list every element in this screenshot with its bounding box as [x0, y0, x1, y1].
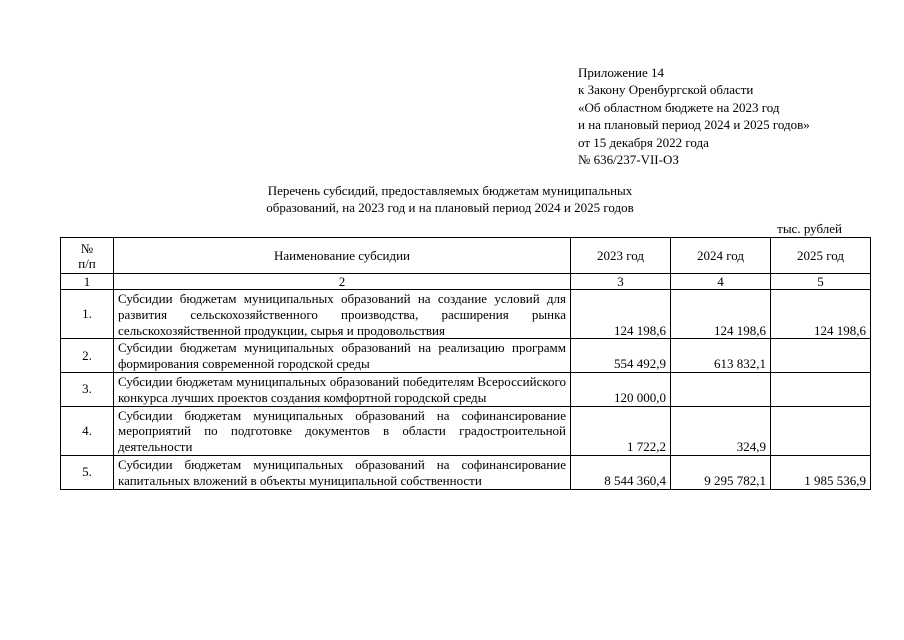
appendix-line: Приложение 14 [578, 65, 665, 80]
value-2024: 9 295 782,1 [671, 455, 771, 489]
table-row [61, 372, 871, 406]
value-2023: 120 000,0 [571, 372, 671, 406]
header-2025: 2025 год [771, 238, 871, 274]
column-index-row [61, 274, 871, 290]
value-2023: 8 544 360,4 [571, 455, 671, 489]
column-index: 1 [61, 274, 114, 290]
value-2025 [771, 339, 871, 373]
value-2025 [771, 372, 871, 406]
value-2025: 124 198,6 [771, 290, 871, 339]
table-row [61, 455, 871, 489]
value-2024: 124 198,6 [671, 290, 771, 339]
appendix-line: «Об областном бюджете на 2023 год [578, 99, 780, 115]
row-number: 5. [61, 455, 114, 489]
column-index: 5 [771, 274, 871, 290]
value-2023: 124 198,6 [571, 290, 671, 339]
column-index: 3 [571, 274, 671, 290]
value-2023: 1 722,2 [571, 406, 671, 455]
table-header-row [61, 238, 871, 274]
value-2023: 554 492,9 [571, 339, 671, 373]
appendix-line: от 15 декабря 2022 года [578, 134, 709, 150]
value-2025 [771, 406, 871, 455]
units-label: тыс. рублей [777, 221, 842, 236]
table-row [61, 339, 871, 373]
table-row [61, 406, 871, 455]
value-2025: 1 985 536,9 [771, 455, 871, 489]
document-title-line: образований, на 2023 год и на плановый период 2024 и 2025 годов [266, 200, 634, 216]
header-2023: 2023 год [571, 238, 671, 274]
subsidy-name: Субсидии бюджетам муниципальных образований на софинансирование капитальных вложений в объекты муниципальной собственности [114, 455, 571, 489]
table-row [61, 290, 871, 339]
row-number: 4. [61, 406, 114, 455]
header-2024: 2024 год [671, 238, 771, 274]
appendix-header [578, 64, 810, 168]
header-num-line: № [80, 240, 94, 256]
value-2024 [671, 372, 771, 406]
subsidy-name: Субсидии бюджетам муниципальных образований победителям Всероссийского конкурса лучших проектов создания комфортной городской среды [114, 372, 571, 406]
value-2024: 613 832,1 [671, 339, 771, 373]
appendix-line: к Закону Оренбургской области [578, 82, 754, 98]
document-title [230, 182, 670, 217]
header-num-line: п/п [78, 255, 96, 271]
header-num [61, 238, 114, 274]
subsidy-name: Субсидии бюджетам муниципальных образований на реализацию программ формирования современной городской среды [114, 339, 571, 373]
row-number: 1. [61, 290, 114, 339]
appendix-line: № 636/237-VII-ОЗ [578, 152, 679, 168]
value-2024: 324,9 [671, 406, 771, 455]
row-number: 3. [61, 372, 114, 406]
header-name: Наименование субсидии [114, 238, 571, 274]
subsidies-table [60, 237, 871, 490]
column-index: 2 [114, 274, 571, 290]
appendix-line: и на плановый период 2024 и 2025 годов» [578, 117, 810, 133]
row-number: 2. [61, 339, 114, 373]
subsidy-name: Субсидии бюджетам муниципальных образований на создание условий для развития сельскохозяйственного производства, расширения рынка сельскохозяйственной продукции, сырья и продовольствия [114, 290, 571, 339]
document-title-line: Перечень субсидий, предоставляемых бюджетам муниципальных [267, 183, 633, 198]
subsidy-name: Субсидии бюджетам муниципальных образований на софинансирование мероприятий по подготовке документов в области градостроительной деятельности [114, 406, 571, 455]
column-index: 4 [671, 274, 771, 290]
